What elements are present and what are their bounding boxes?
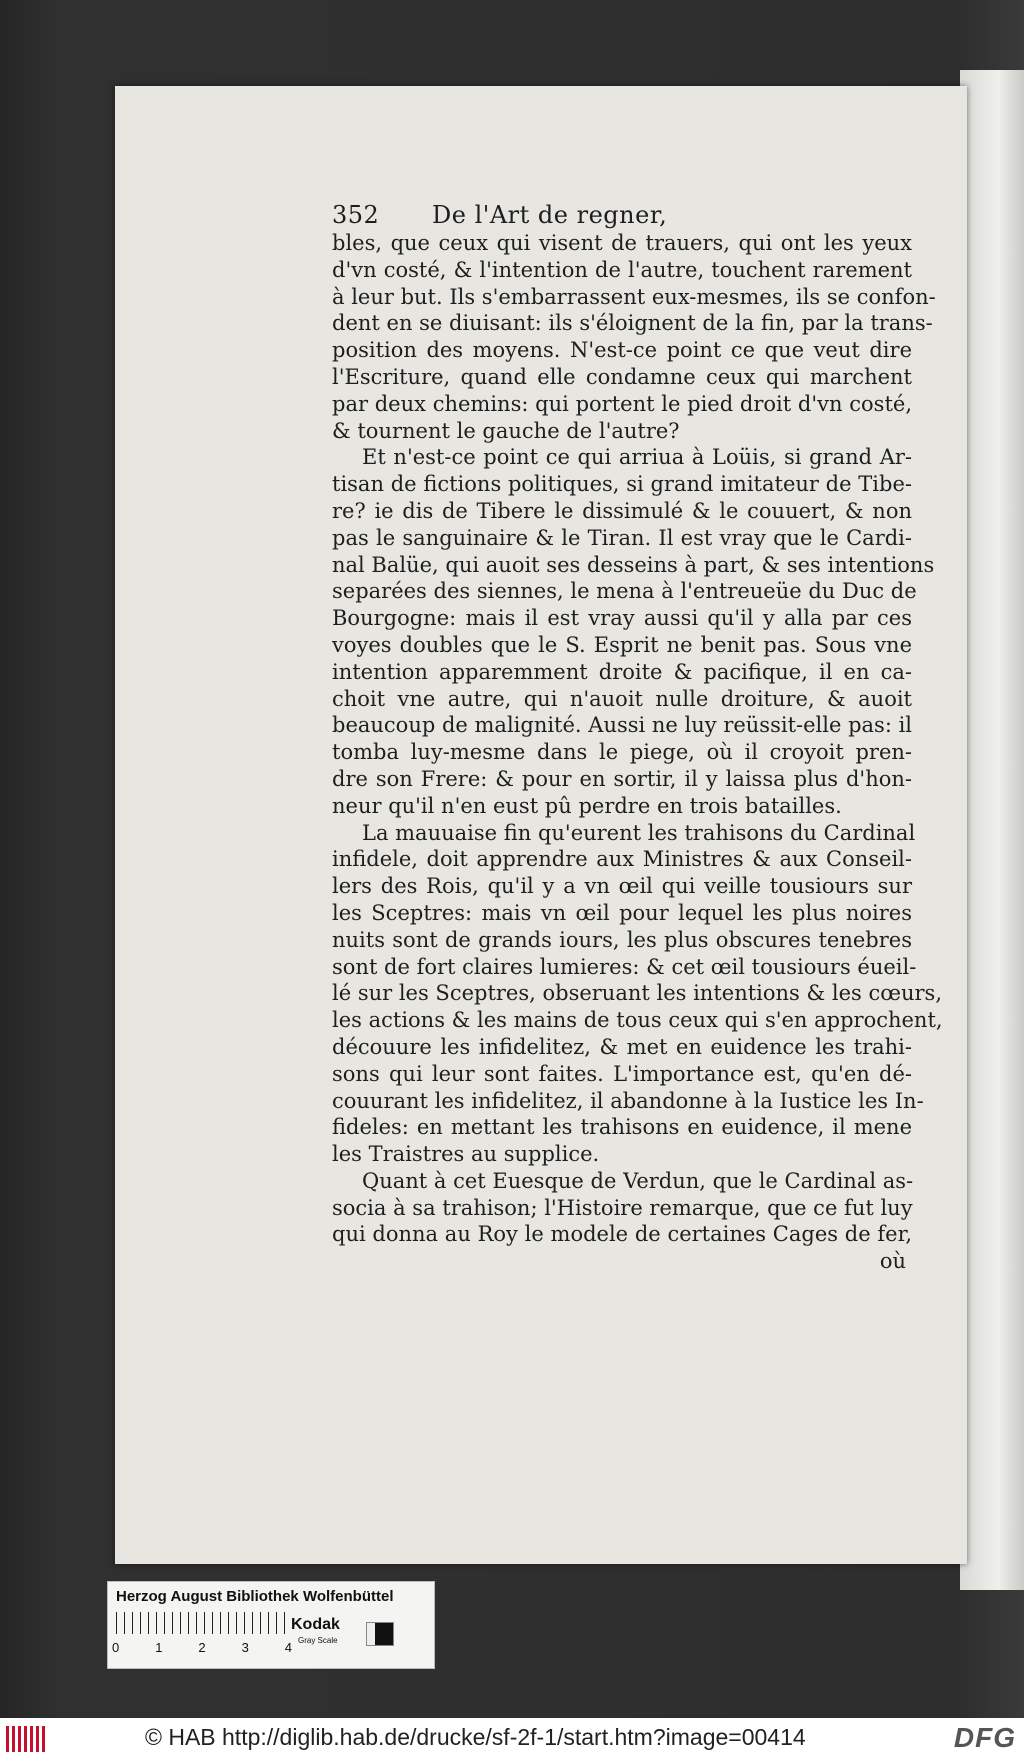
- footer-bar: [0, 1718, 1024, 1759]
- text-line: infidele, doit apprendre aux Ministres & aux Conseil-: [332, 847, 912, 872]
- text-line: & tournent le gauche de l'autre?: [332, 418, 680, 443]
- facing-page-edge: [960, 70, 1024, 1590]
- text-line: par deux chemins: qui portent le pied droit d'vn costé,: [332, 391, 912, 416]
- text-line: Et n'est-ce point ce qui arriua à Loüis, si grand Ar-: [362, 445, 912, 470]
- text-line: les actions & les mains de tous ceux qui s'en approchent,: [332, 1008, 943, 1033]
- running-title: De l'Art de regner,: [432, 201, 668, 229]
- text-line: bles, que ceux qui visent de trauers, qui ont les yeux: [332, 231, 912, 255]
- kodak-label: Kodak: [291, 1616, 340, 1633]
- ruler-number: 0: [112, 1640, 120, 1655]
- text-line: sons qui leur sont faites. L'importance est, qu'en dé-: [332, 1061, 912, 1086]
- ruler-number: 3: [241, 1640, 249, 1655]
- text-line: neur qu'il n'en eust pû perdre en trois batailles.: [332, 793, 842, 818]
- text-line: socia à sa trahison; l'Histoire remarque, que ce fut luy: [332, 1195, 913, 1220]
- text-line: les Sceptres: mais vn œil pour lequel les plus noires: [332, 900, 912, 925]
- scale-ruler: [116, 1612, 286, 1634]
- text-line: dent en se diuisant: ils s'éloignent de la fin, par la trans-: [332, 311, 933, 336]
- text-line: nuits sont de grands iours, les plus obscures tenebres: [332, 927, 912, 952]
- gray-swatch: [366, 1622, 394, 1646]
- text-line: beaucoup de malignité. Aussi ne luy reüssit-elle pas: il: [332, 713, 913, 738]
- text-line: Bourgogne: mais il est vray aussi qu'il y alla par ces: [332, 606, 912, 631]
- ruler-numbers: [112, 1640, 292, 1655]
- text-body: [332, 230, 943, 1248]
- dfg-logo: DFG: [953, 1722, 1016, 1753]
- text-line: découure les infidelitez, & met en euidence les trahi-: [332, 1034, 912, 1059]
- text-line: pas le sanguinaire & le Tiran. Il est vray que le Cardi-: [332, 525, 912, 550]
- text-line: re? ie dis de Tibere le dissimulé & le couuert, & non: [332, 498, 912, 523]
- hab-logo-icon: [6, 1726, 46, 1752]
- text-line: La mauuaise fin qu'eurent les trahisons du Cardinal: [362, 820, 916, 845]
- text-line: intention apparemment droite & pacifique, il en ca-: [332, 659, 912, 684]
- ruler-number: 4: [284, 1640, 292, 1655]
- ruler-number: 2: [198, 1640, 206, 1655]
- page-content: [332, 200, 943, 1275]
- text-line: Quant à cet Euesque de Verdun, que le Cardinal as-: [362, 1168, 914, 1193]
- text-line: nal Balüe, qui auoit ses desseins à part, & ses intentions: [332, 552, 935, 577]
- text-line: qui donna au Roy le modele de certaines Cages de fer,: [332, 1222, 912, 1247]
- color-calibration-card: [107, 1581, 435, 1669]
- text-line: fideles: en mettant les trahisons en euidence, il mene: [332, 1115, 912, 1140]
- kodak-sublabel: Gray Scale: [298, 1636, 338, 1645]
- text-line: tomba luy-mesme dans le piege, où il croyoit pren-: [332, 740, 912, 765]
- text-line: separées des siennes, le mena à l'entreueüe du Duc de: [332, 579, 917, 604]
- text-line: choit vne autre, qui n'auoit nulle droiture, & auoit: [332, 686, 912, 711]
- page-number: 352: [332, 201, 380, 229]
- library-name: Herzog August Bibliothek Wolfenbüttel: [116, 1588, 394, 1605]
- text-line: lers des Rois, qu'il y a vn œil qui veille tousiours sur: [332, 874, 912, 899]
- text-line: sont de fort claires lumieres: & cet œil tousiours éueil-: [332, 954, 917, 979]
- text-line: les Traistres au supplice.: [332, 1142, 600, 1167]
- text-line: l'Escriture, quand elle condamne ceux qui marchent: [332, 364, 912, 389]
- text-line: dre son Frere: & pour en sortir, il y laissa plus d'hon-: [332, 766, 912, 791]
- book-page: [115, 86, 967, 1564]
- text-line: à leur but. Ils s'embarrassent eux-mesmes, ils se confon-: [332, 284, 936, 309]
- text-line: d'vn costé, & l'intention de l'autre, touchent rarement: [332, 257, 912, 282]
- text-line: lé sur les Sceptres, obseruant les intentions & les cœurs,: [332, 981, 943, 1006]
- running-head: [332, 200, 912, 230]
- ruler-number: 1: [155, 1640, 163, 1655]
- text-line: tisan de fictions politiques, si grand imitateur de Tibe-: [332, 472, 912, 497]
- text-line: couurant les infidelitez, il abandonne à la Iustice les In-: [332, 1088, 924, 1113]
- text-line: position des moyens. N'est-ce point ce que veut dire: [332, 338, 912, 363]
- catchword: où: [879, 1249, 906, 1274]
- text-line: voyes doubles que le S. Esprit ne benit pas. Sous vne: [332, 632, 912, 657]
- footer-credit[interactable]: © HAB http://diglib.hab.de/drucke/sf-2f-1/start.htm?image=00414: [145, 1724, 806, 1750]
